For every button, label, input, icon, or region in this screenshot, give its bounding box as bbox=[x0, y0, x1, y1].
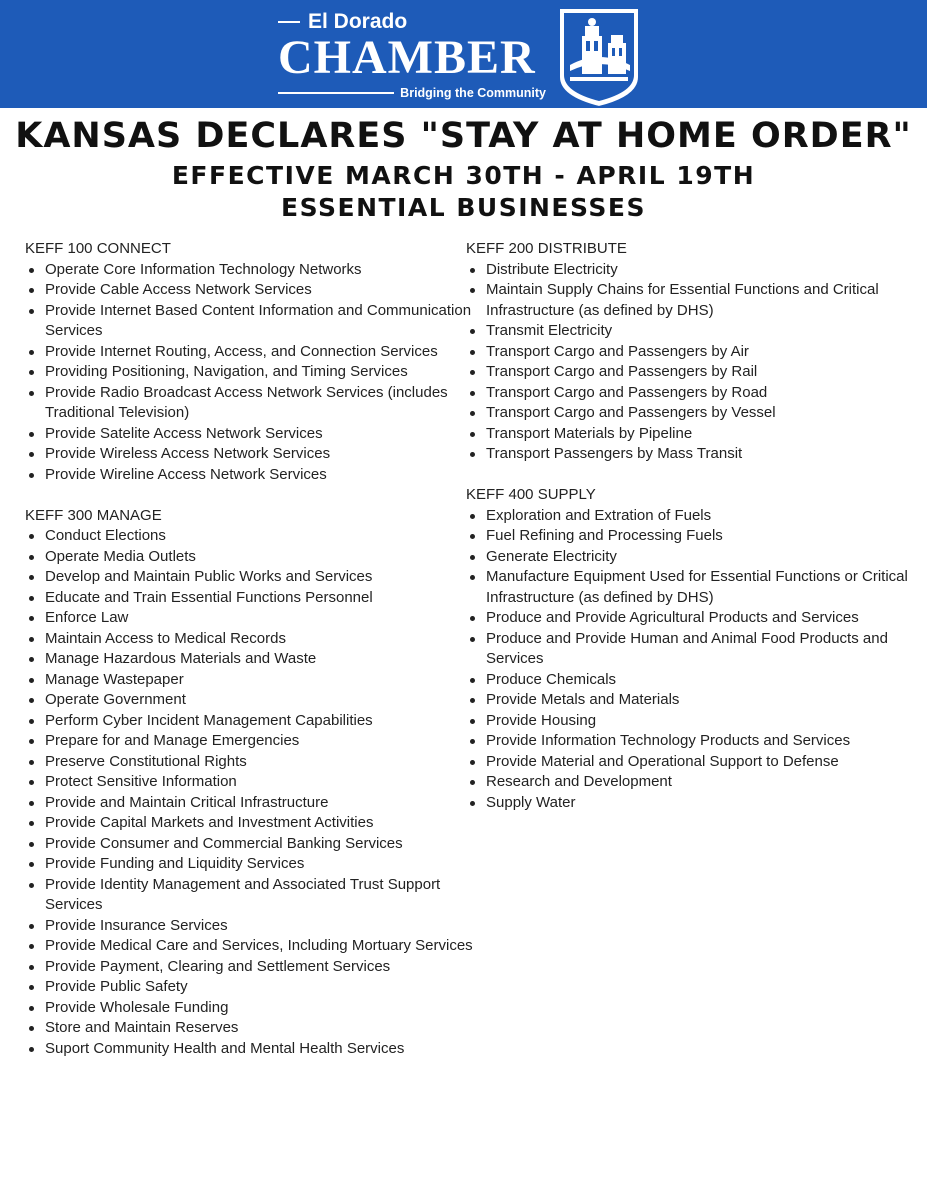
list-item: Preserve Constitutional Rights bbox=[25, 752, 480, 773]
section-heading-manage: KEFF 300 MANAGE bbox=[25, 506, 162, 524]
logo-tagline: Bridging the Community bbox=[400, 86, 546, 100]
list-item: Produce and Provide Human and Animal Food Products and Services bbox=[466, 629, 916, 670]
list-item: Provide Capital Markets and Investment Activities bbox=[25, 813, 480, 834]
list-item: Transport Cargo and Passengers by Vessel bbox=[466, 403, 916, 424]
distribute-list bbox=[466, 260, 916, 465]
list-item: Provide Wireless Access Network Services bbox=[25, 444, 480, 465]
list-item: Supply Water bbox=[466, 793, 916, 814]
list-item: Provide Funding and Liquidity Services bbox=[25, 854, 480, 875]
list-item: Provide Medical Care and Services, Including Mortuary Services bbox=[25, 936, 480, 957]
list-item: Provide Public Safety bbox=[25, 977, 480, 998]
left-column bbox=[25, 239, 480, 1059]
list-item: Provide Payment, Clearing and Settlement Services bbox=[25, 957, 480, 978]
list-item: Prepare for and Manage Emergencies bbox=[25, 731, 480, 752]
list-item: Store and Maintain Reserves bbox=[25, 1018, 480, 1039]
list-item: Enforce Law bbox=[25, 608, 480, 629]
chamber-logo bbox=[278, 10, 548, 102]
list-item: Suport Community Health and Mental Health Services bbox=[25, 1039, 480, 1060]
list-item: Providing Positioning, Navigation, and Timing Services bbox=[25, 362, 480, 383]
list-item: Provide Insurance Services bbox=[25, 916, 480, 937]
list-item: Distribute Electricity bbox=[466, 260, 916, 281]
list-item: Provide Material and Operational Support to Defense bbox=[466, 752, 916, 773]
list-item: Provide Satelite Access Network Services bbox=[25, 424, 480, 445]
logo-rule bbox=[278, 21, 300, 23]
list-item: Produce and Provide Agricultural Products and Services bbox=[466, 608, 916, 629]
list-item: Provide Information Technology Products and Services bbox=[466, 731, 916, 752]
list-item: Transport Cargo and Passengers by Road bbox=[466, 383, 916, 404]
list-item: Provide and Maintain Critical Infrastructure bbox=[25, 793, 480, 814]
list-item: Operate Government bbox=[25, 690, 480, 711]
manage-list bbox=[25, 526, 480, 1059]
list-item: Transport Cargo and Passengers by Rail bbox=[466, 362, 916, 383]
list-item: Provide Identity Management and Associated Trust Support Services bbox=[25, 875, 480, 916]
list-item: Provide Internet Routing, Access, and Connection Services bbox=[25, 342, 480, 363]
list-item: Perform Cyber Incident Management Capabilities bbox=[25, 711, 480, 732]
connect-list bbox=[25, 260, 480, 486]
supply-list bbox=[466, 506, 916, 814]
list-item: Educate and Train Essential Functions Personnel bbox=[25, 588, 480, 609]
list-item: Provide Internet Based Content Information and Communication Services bbox=[25, 301, 480, 342]
list-item: Manufacture Equipment Used for Essential Functions or Critical Infrastructure (as defined by DHS) bbox=[466, 567, 916, 608]
logo-rule bbox=[278, 92, 394, 94]
effective-dates: EFFECTIVE MARCH 30TH - APRIL 19TH bbox=[171, 161, 756, 190]
section-heading-distribute: KEFF 200 DISTRIBUTE bbox=[466, 240, 627, 257]
list-item: Transport Passengers by Mass Transit bbox=[466, 444, 916, 465]
headline-block bbox=[0, 112, 927, 224]
list-item: Develop and Maintain Public Works and Services bbox=[25, 567, 480, 588]
logo-big-text: CHAMBER bbox=[278, 31, 536, 84]
list-item: Transmit Electricity bbox=[466, 321, 916, 342]
list-item: Transport Materials by Pipeline bbox=[466, 424, 916, 445]
list-item: Manage Hazardous Materials and Waste bbox=[25, 649, 480, 670]
list-item: Exploration and Extration of Fuels bbox=[466, 506, 916, 527]
section-heading-supply: KEFF 400 SUPPLY bbox=[466, 486, 596, 503]
list-item: Provide Cable Access Network Services bbox=[25, 280, 480, 301]
list-item: Conduct Elections bbox=[25, 526, 480, 547]
list-item: Provide Radio Broadcast Access Network Services (includes Traditional Television) bbox=[25, 383, 480, 424]
list-item: Operate Media Outlets bbox=[25, 547, 480, 568]
right-column bbox=[466, 239, 916, 813]
list-item: Protect Sensitive Information bbox=[25, 772, 480, 793]
list-item: Produce Chemicals bbox=[466, 670, 916, 691]
list-item: Research and Development bbox=[466, 772, 916, 793]
list-item: Operate Core Information Technology Networks bbox=[25, 260, 480, 281]
section-heading-connect: KEFF 100 CONNECT bbox=[25, 240, 171, 257]
header-banner bbox=[0, 0, 927, 108]
list-item: Provide Wholesale Funding bbox=[25, 998, 480, 1019]
list-item: Fuel Refining and Processing Fuels bbox=[466, 526, 916, 547]
list-item: Provide Consumer and Commercial Banking Services bbox=[25, 834, 480, 855]
list-item: Provide Housing bbox=[466, 711, 916, 732]
list-item: Maintain Supply Chains for Essential Functions and Critical Infrastructure (as defined by DHS) bbox=[466, 280, 916, 321]
list-item: Transport Cargo and Passengers by Air bbox=[466, 342, 916, 363]
subtitle: ESSENTIAL BUSINESSES bbox=[281, 193, 646, 222]
list-item: Provide Wireline Access Network Services bbox=[25, 465, 480, 486]
list-item: Provide Metals and Materials bbox=[466, 690, 916, 711]
list-item: Maintain Access to Medical Records bbox=[25, 629, 480, 650]
page-title: KANSAS DECLARES "STAY AT HOME ORDER" bbox=[15, 116, 912, 156]
list-item: Generate Electricity bbox=[466, 547, 916, 568]
list-item: Manage Wastepaper bbox=[25, 670, 480, 691]
logo-small-text: El Dorado bbox=[308, 10, 408, 33]
courthouse-shield-icon bbox=[556, 5, 642, 109]
